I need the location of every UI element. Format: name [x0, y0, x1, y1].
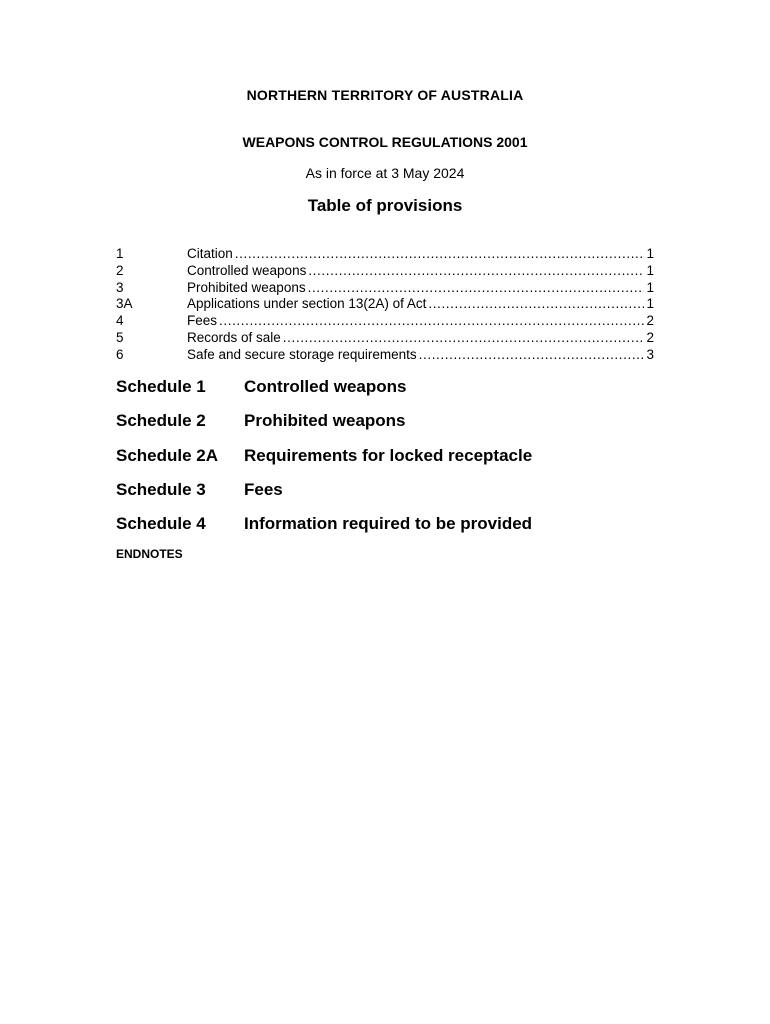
- schedule-title: Information required to be provided: [244, 514, 533, 534]
- schedule-list: [116, 376, 676, 547]
- toc-entry-page: 1: [646, 296, 654, 312]
- toc-entry[interactable]: [116, 296, 654, 313]
- toc-entry-page: 1: [646, 279, 654, 295]
- dot-leader: [219, 313, 644, 330]
- toc-entry[interactable]: [116, 347, 654, 364]
- toc-entry-page: 2: [646, 313, 654, 329]
- toc-entry-number: 6: [116, 346, 124, 362]
- toc-heading: Table of provisions: [307, 196, 463, 215]
- schedule-entry[interactable]: [116, 376, 676, 410]
- schedule-entry[interactable]: [116, 479, 676, 513]
- toc-entry-title: Fees: [187, 313, 218, 329]
- schedule-label: Schedule 2: [116, 411, 206, 431]
- schedule-entry[interactable]: [116, 445, 676, 479]
- schedule-title: Controlled weapons: [244, 377, 407, 396]
- toc-entry-title: Records of sale: [187, 329, 281, 345]
- toc-entry-number: 5: [116, 329, 124, 345]
- schedule-label: Schedule 2A: [116, 445, 219, 465]
- toc-entry-number: 1: [116, 246, 124, 261]
- in-force-date: As in force at 3 May 2024: [305, 165, 465, 181]
- toc-entry-page: 1: [646, 246, 654, 261]
- toc-entry-number: 2: [116, 262, 124, 278]
- schedule-label: Schedule 3: [116, 479, 206, 499]
- toc-entry-title: Citation: [187, 246, 233, 261]
- schedule-label: Schedule 1: [116, 377, 206, 396]
- schedule-title: Prohibited weapons: [244, 411, 406, 431]
- schedule-label: Schedule 4: [116, 514, 206, 534]
- endnotes-heading[interactable]: ENDNOTES: [116, 547, 183, 561]
- jurisdiction-heading: NORTHERN TERRITORY OF AUSTRALIA: [246, 87, 524, 103]
- dot-leader: [419, 347, 645, 364]
- dot-leader: [283, 330, 645, 347]
- toc-entry-page: 3: [646, 346, 654, 362]
- regulation-title: WEAPONS CONTROL REGULATIONS 2001: [242, 134, 528, 150]
- schedule-title: Requirements for locked receptacle: [244, 445, 533, 465]
- toc-entry-page: 1: [646, 262, 654, 278]
- dot-leader: [308, 263, 644, 280]
- schedule-title: Fees: [244, 479, 283, 499]
- dot-leader: [428, 296, 644, 313]
- toc-entry[interactable]: [116, 263, 654, 280]
- dot-leader: [308, 280, 645, 297]
- toc-entry-page: 2: [646, 329, 654, 345]
- schedule-entry[interactable]: [116, 410, 676, 444]
- table-of-provisions: [116, 246, 654, 364]
- schedule-entry[interactable]: [116, 513, 676, 547]
- toc-entry-title: Prohibited weapons: [187, 279, 306, 295]
- dot-leader: [235, 246, 645, 263]
- toc-entry[interactable]: [116, 246, 654, 263]
- toc-entry-title: Controlled weapons: [187, 262, 307, 278]
- toc-entry-number: 4: [116, 313, 124, 329]
- toc-entry[interactable]: [116, 280, 654, 297]
- toc-entry-title: Safe and secure storage requirements: [187, 346, 417, 362]
- toc-entry-number: 3A: [116, 296, 133, 312]
- toc-entry[interactable]: [116, 313, 654, 330]
- toc-entry[interactable]: [116, 330, 654, 347]
- toc-entry-number: 3: [116, 279, 124, 295]
- toc-entry-title: Applications under section 13(2A) of Act: [187, 296, 427, 312]
